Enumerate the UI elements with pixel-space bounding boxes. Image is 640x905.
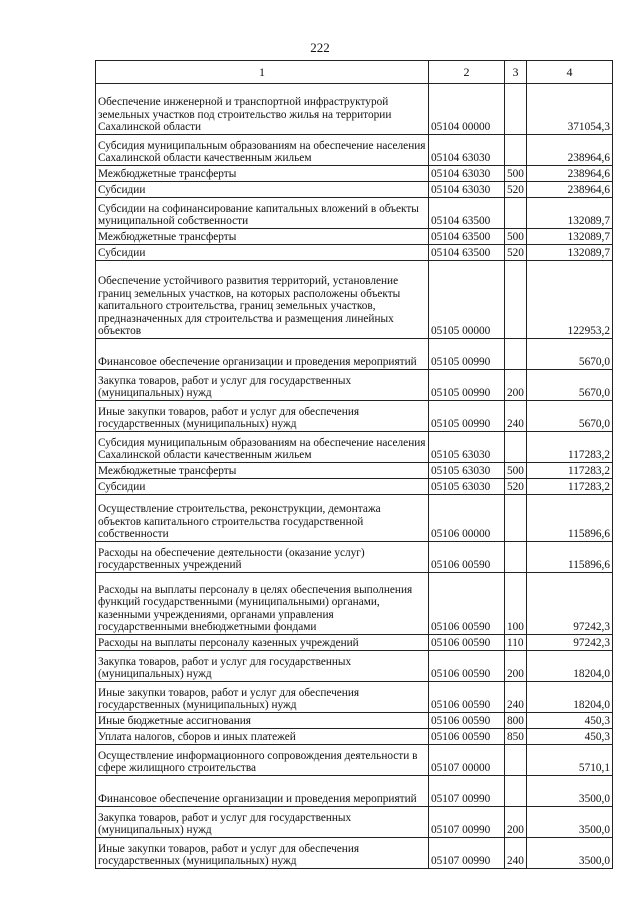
row-name: Расходы на выплаты персоналу казенных учреждений (96, 635, 429, 651)
row-sum: 97242,3 (527, 573, 613, 635)
row-code: 05107 00000 (429, 745, 505, 776)
row-type: 520 (505, 479, 527, 495)
table-row (96, 135, 613, 166)
row-type (505, 198, 527, 229)
row-sum: 450,3 (527, 729, 613, 745)
row-sum: 115896,6 (527, 495, 613, 542)
row-code: 05106 00590 (429, 635, 505, 651)
row-name: Субсидии на софинансирование капитальных вложений в объекты муниципальной собственности (96, 198, 429, 229)
row-type: 240 (505, 682, 527, 713)
row-sum: 132089,7 (527, 229, 613, 245)
row-sum: 238964,6 (527, 166, 613, 182)
table-row (96, 542, 613, 573)
table-row (96, 745, 613, 776)
row-code: 05104 63500 (429, 245, 505, 261)
row-name: Межбюджетные трансферты (96, 166, 429, 182)
table-row (96, 807, 613, 838)
row-name: Субсидии (96, 182, 429, 198)
row-type (505, 745, 527, 776)
table-row (96, 229, 613, 245)
table-row (96, 198, 613, 229)
table-row (96, 261, 613, 339)
row-code: 05106 00590 (429, 542, 505, 573)
table-row (96, 463, 613, 479)
row-type (505, 84, 527, 135)
row-sum: 450,3 (527, 713, 613, 729)
row-type: 500 (505, 229, 527, 245)
row-type: 200 (505, 370, 527, 401)
row-name: Межбюджетные трансферты (96, 229, 429, 245)
row-sum: 238964,6 (527, 135, 613, 166)
row-code: 05105 63030 (429, 463, 505, 479)
row-name: Осуществление строительства, реконструкции, демонтажа объектов капитального строительства государственной собственности (96, 495, 429, 542)
row-name: Закупка товаров, работ и услуг для государственных (муниципальных) нужд (96, 807, 429, 838)
row-type: 110 (505, 635, 527, 651)
row-name: Иные закупки товаров, работ и услуг для обеспечения государственных (муниципальных) нужд (96, 682, 429, 713)
row-code: 05106 00590 (429, 682, 505, 713)
row-sum: 132089,7 (527, 198, 613, 229)
table-row (96, 713, 613, 729)
row-type (505, 495, 527, 542)
row-sum: 18204,0 (527, 682, 613, 713)
row-sum: 238964,6 (527, 182, 613, 198)
row-sum: 3500,0 (527, 838, 613, 869)
row-code: 05104 63030 (429, 135, 505, 166)
table-row (96, 182, 613, 198)
row-code: 05106 00590 (429, 573, 505, 635)
table-row (96, 573, 613, 635)
row-sum: 3500,0 (527, 776, 613, 807)
header-col-4: 4 (527, 61, 613, 84)
row-name: Обеспечение устойчивого развития территорий, установление границ земельных участков, на которых расположены объекты капитального строительства, границ земельных участков, предназначенных для строительства и размещения линейных объектов (96, 261, 429, 339)
row-name: Финансовое обеспечение организации и проведения мероприятий (96, 776, 429, 807)
table-row (96, 84, 613, 135)
row-code: 05105 63030 (429, 432, 505, 463)
table-row (96, 682, 613, 713)
row-name: Уплата налогов, сборов и иных платежей (96, 729, 429, 745)
table-row (96, 495, 613, 542)
row-name: Субсидия муниципальным образованиям на обеспечение населения Сахалинской области качественным жильем (96, 135, 429, 166)
row-type (505, 339, 527, 370)
row-name: Осуществление информационного сопровождения деятельности в сфере жилищного строительства (96, 745, 429, 776)
row-sum: 115896,6 (527, 542, 613, 573)
row-code: 05107 00990 (429, 776, 505, 807)
row-type (505, 261, 527, 339)
row-sum: 117283,2 (527, 432, 613, 463)
row-type: 850 (505, 729, 527, 745)
row-name: Закупка товаров, работ и услуг для государственных (муниципальных) нужд (96, 651, 429, 682)
row-sum: 5670,0 (527, 339, 613, 370)
table-row (96, 370, 613, 401)
row-type (505, 542, 527, 573)
row-name: Закупка товаров, работ и услуг для государственных (муниципальных) нужд (96, 370, 429, 401)
row-type: 240 (505, 401, 527, 432)
row-code: 05106 00590 (429, 651, 505, 682)
row-type (505, 776, 527, 807)
table-row (96, 166, 613, 182)
row-code: 05104 63030 (429, 182, 505, 198)
header-col-1: 1 (96, 61, 429, 84)
header-col-2: 2 (429, 61, 505, 84)
row-type: 100 (505, 573, 527, 635)
row-code: 05104 63500 (429, 198, 505, 229)
row-code: 05104 63030 (429, 166, 505, 182)
table-body (96, 84, 613, 869)
row-sum: 3500,0 (527, 807, 613, 838)
row-sum: 117283,2 (527, 479, 613, 495)
row-sum: 5670,0 (527, 370, 613, 401)
row-name: Субсидия муниципальным образованиям на обеспечение населения Сахалинской области качественным жильем (96, 432, 429, 463)
row-name: Иные закупки товаров, работ и услуг для обеспечения государственных (муниципальных) нужд (96, 401, 429, 432)
row-type: 200 (505, 807, 527, 838)
row-code: 05105 00990 (429, 339, 505, 370)
table-row (96, 838, 613, 869)
row-code: 05104 00000 (429, 84, 505, 135)
row-code: 05106 00590 (429, 729, 505, 745)
row-sum: 132089,7 (527, 245, 613, 261)
row-code: 05104 63500 (429, 229, 505, 245)
table-row (96, 432, 613, 463)
table-row (96, 651, 613, 682)
row-type: 500 (505, 463, 527, 479)
row-code: 05107 00990 (429, 807, 505, 838)
row-sum: 5670,0 (527, 401, 613, 432)
row-name: Иные бюджетные ассигнования (96, 713, 429, 729)
table-row (96, 635, 613, 651)
row-name: Обеспечение инженерной и транспортной инфраструктурой земельных участков под строительство жилья на территории Сахалинской области (96, 84, 429, 135)
row-sum: 371054,3 (527, 84, 613, 135)
row-name: Межбюджетные трансферты (96, 463, 429, 479)
row-type: 520 (505, 182, 527, 198)
row-name: Расходы на обеспечение деятельности (оказание услуг) государственных учреждений (96, 542, 429, 573)
row-sum: 97242,3 (527, 635, 613, 651)
row-name: Субсидии (96, 479, 429, 495)
table-row (96, 479, 613, 495)
table-row (96, 245, 613, 261)
table-header (96, 61, 613, 84)
row-type (505, 135, 527, 166)
header-col-3: 3 (505, 61, 527, 84)
row-type: 800 (505, 713, 527, 729)
row-code: 05105 00990 (429, 401, 505, 432)
row-code: 05105 00990 (429, 370, 505, 401)
row-code: 05107 00990 (429, 838, 505, 869)
row-type: 240 (505, 838, 527, 869)
row-type: 500 (505, 166, 527, 182)
table-row (96, 729, 613, 745)
row-name: Субсидии (96, 245, 429, 261)
row-type: 200 (505, 651, 527, 682)
row-type: 520 (505, 245, 527, 261)
row-name: Расходы на выплаты персоналу в целях обеспечения выполнения функций государственными (муниципальными) органами, казенными учреждениями, органами управления государственными внебюджетными фондами (96, 573, 429, 635)
row-code: 05105 63030 (429, 479, 505, 495)
row-name: Иные закупки товаров, работ и услуг для обеспечения государственных (муниципальных) нужд (96, 838, 429, 869)
page-number: 222 (310, 40, 330, 55)
row-sum: 5710,1 (527, 745, 613, 776)
row-sum: 18204,0 (527, 651, 613, 682)
header-row (96, 61, 613, 84)
row-code: 05106 00000 (429, 495, 505, 542)
row-name: Финансовое обеспечение организации и проведения мероприятий (96, 339, 429, 370)
row-type (505, 432, 527, 463)
row-code: 05105 00000 (429, 261, 505, 339)
table-row (96, 776, 613, 807)
table-row (96, 339, 613, 370)
row-sum: 117283,2 (527, 463, 613, 479)
row-code: 05106 00590 (429, 713, 505, 729)
row-sum: 122953,2 (527, 261, 613, 339)
budget-table (95, 60, 613, 869)
table-row (96, 401, 613, 432)
